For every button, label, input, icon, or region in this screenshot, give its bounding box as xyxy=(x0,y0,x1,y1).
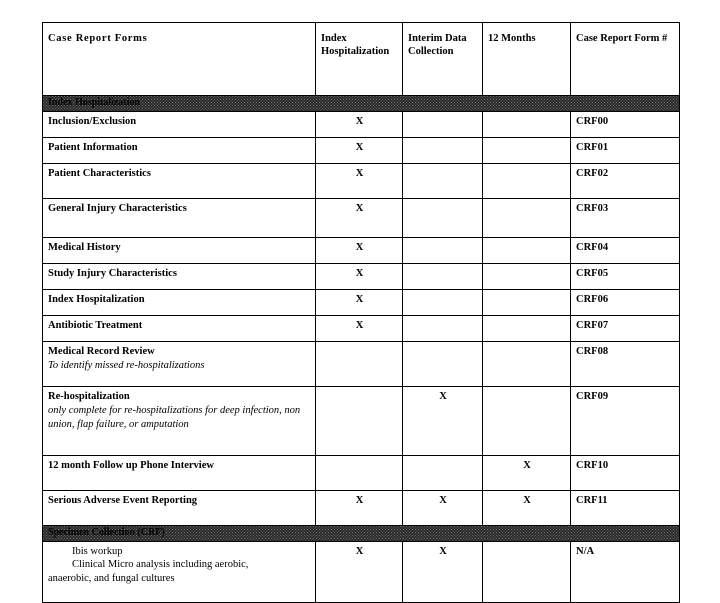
section-header-band-1 xyxy=(43,96,680,112)
section-header-row-1 xyxy=(43,96,680,112)
cell-interim-data-collection xyxy=(403,238,483,264)
row-label: 12 month Follow up Phone Interview xyxy=(43,456,316,491)
cell-12-months xyxy=(483,264,571,290)
cell-index-hospitalization: X xyxy=(316,290,403,316)
table-row xyxy=(43,342,680,387)
table-row xyxy=(43,138,680,164)
cell-crf-number: CRF02 xyxy=(571,164,680,199)
row-label-text: Re-hospitalization xyxy=(48,391,130,402)
cell-index-hospitalization: X xyxy=(316,238,403,264)
column-header-index-hospitalization: Index Hospitalization xyxy=(316,23,403,96)
cell-12-months xyxy=(483,387,571,456)
cell-index-hospitalization xyxy=(316,456,403,491)
cell-interim-data-collection: X xyxy=(403,491,483,526)
cell-12-months xyxy=(483,238,571,264)
table-row xyxy=(43,112,680,138)
row-label: General Injury Characteristics xyxy=(43,199,316,238)
cell-index-hospitalization: X xyxy=(316,491,403,526)
row-label-note: To identify missed re-hospitalizations xyxy=(48,360,205,372)
cell-12-months xyxy=(483,290,571,316)
table-row xyxy=(43,542,680,603)
cell-12-months: X xyxy=(483,456,571,491)
cell-12-months xyxy=(483,316,571,342)
cell-interim-data-collection xyxy=(403,164,483,199)
cell-12-months xyxy=(483,112,571,138)
cell-interim-data-collection: X xyxy=(403,387,483,456)
cell-crf-number: CRF10 xyxy=(571,456,680,491)
cell-interim-data-collection xyxy=(403,456,483,491)
row-label-note: only complete for re-hospitalizations for deep infection, non union, flap failure, or amputation xyxy=(48,405,301,431)
page-title: Case Report Forms xyxy=(43,23,316,96)
row-label-line-2: Clinical Micro analysis including aerobic, xyxy=(72,559,249,571)
table-row xyxy=(43,164,680,199)
row-label xyxy=(43,542,316,603)
row-label: Medical History xyxy=(43,238,316,264)
cell-interim-data-collection xyxy=(403,342,483,387)
cell-index-hospitalization: X xyxy=(316,112,403,138)
cell-12-months xyxy=(483,342,571,387)
column-header-case-report-form-number: Case Report Form # xyxy=(571,23,680,96)
table-row xyxy=(43,387,680,456)
cell-12-months xyxy=(483,542,571,603)
cell-crf-number: CRF05 xyxy=(571,264,680,290)
cell-index-hospitalization: X xyxy=(316,164,403,199)
section-header-label-1: Index Hospitalization xyxy=(48,97,140,108)
cell-12-months: X xyxy=(483,491,571,526)
row-label-line-3: anaerobic, and fungal cultures xyxy=(48,572,175,584)
cell-interim-data-collection xyxy=(403,316,483,342)
cell-crf-number: CRF00 xyxy=(571,112,680,138)
table-header-row xyxy=(43,23,680,96)
cell-index-hospitalization xyxy=(316,387,403,456)
cell-crf-number: CRF03 xyxy=(571,199,680,238)
cell-crf-number: CRF04 xyxy=(571,238,680,264)
cell-crf-number: CRF09 xyxy=(571,387,680,456)
column-header-12-months: 12 Months xyxy=(483,23,571,96)
section-header-row-2 xyxy=(43,526,680,542)
table-row xyxy=(43,238,680,264)
row-label: Patient Information xyxy=(43,138,316,164)
row-label xyxy=(43,387,316,456)
cell-interim-data-collection xyxy=(403,264,483,290)
table-row xyxy=(43,456,680,491)
table-row xyxy=(43,491,680,526)
column-header-interim-data-collection: Interim Data Collection xyxy=(403,23,483,96)
cell-12-months xyxy=(483,164,571,199)
cell-crf-number: CRF06 xyxy=(571,290,680,316)
row-label: Inclusion/Exclusion xyxy=(43,112,316,138)
case-report-forms-table xyxy=(42,22,680,603)
cell-interim-data-collection xyxy=(403,199,483,238)
table-row xyxy=(43,316,680,342)
table-row xyxy=(43,264,680,290)
row-label: Study Injury Characteristics xyxy=(43,264,316,290)
row-label: Serious Adverse Event Reporting xyxy=(43,491,316,526)
cell-index-hospitalization: X xyxy=(316,542,403,603)
cell-index-hospitalization: X xyxy=(316,138,403,164)
cell-index-hospitalization: X xyxy=(316,316,403,342)
cell-interim-data-collection xyxy=(403,290,483,316)
cell-interim-data-collection: X xyxy=(403,542,483,603)
cell-crf-number: CRF01 xyxy=(571,138,680,164)
cell-interim-data-collection xyxy=(403,112,483,138)
cell-crf-number: CRF08 xyxy=(571,342,680,387)
cell-index-hospitalization xyxy=(316,342,403,387)
cell-12-months xyxy=(483,138,571,164)
table-row xyxy=(43,290,680,316)
row-label: Index Hospitalization xyxy=(43,290,316,316)
cell-crf-number: N/A xyxy=(571,542,680,603)
cell-index-hospitalization: X xyxy=(316,199,403,238)
section-header-band-2 xyxy=(43,526,680,542)
row-label: Antibiotic Treatment xyxy=(43,316,316,342)
cell-12-months xyxy=(483,199,571,238)
row-label xyxy=(43,342,316,387)
row-label: Patient Characteristics xyxy=(43,164,316,199)
row-label-line-1: Ibis workup xyxy=(72,546,123,557)
section-header-label-2: Specimen Collection (CRF) xyxy=(48,527,165,538)
row-label-text: Medical Record Review xyxy=(48,346,155,357)
cell-interim-data-collection xyxy=(403,138,483,164)
cell-crf-number: CRF07 xyxy=(571,316,680,342)
cell-index-hospitalization: X xyxy=(316,264,403,290)
cell-crf-number: CRF11 xyxy=(571,491,680,526)
table-row xyxy=(43,199,680,238)
